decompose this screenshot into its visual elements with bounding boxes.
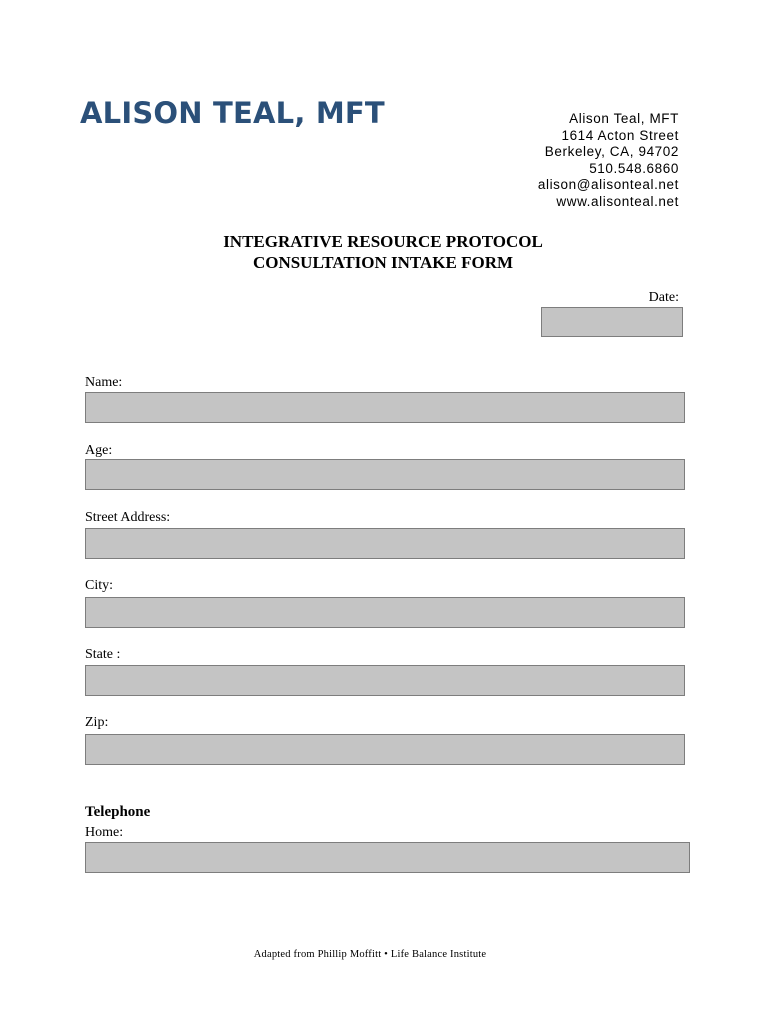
- form-title: [0, 231, 766, 273]
- city-field[interactable]: [85, 597, 685, 628]
- logo-text: ALISON TEAL, MFT: [80, 96, 385, 130]
- street-address-label: Street Address:: [85, 510, 171, 525]
- form-title-line-2: CONSULTATION INTAKE FORM: [252, 253, 514, 272]
- contact-street: 1614 Acton Street: [561, 127, 679, 143]
- state-label: State :: [85, 647, 121, 662]
- form-title-line-1: INTEGRATIVE RESOURCE PROTOCOL: [223, 232, 543, 251]
- date-label: Date:: [648, 290, 679, 305]
- name-label: Name:: [85, 375, 123, 390]
- city-label: City:: [85, 578, 114, 593]
- contact-name: Alison Teal, MFT: [569, 111, 679, 126]
- age-field[interactable]: [85, 459, 685, 490]
- zip-label: Zip:: [85, 715, 109, 730]
- home-phone-label: Home:: [85, 825, 124, 840]
- contact-city: Berkeley, CA, 94702: [544, 144, 679, 160]
- name-field[interactable]: [85, 392, 685, 423]
- street-address-field[interactable]: [85, 528, 685, 559]
- age-label: Age:: [85, 443, 113, 458]
- contact-website[interactable]: www.alisonteal.net: [556, 193, 679, 209]
- contact-email[interactable]: alison@alisonteal.net: [537, 177, 679, 193]
- footer-credit: Adapted from Phillip Moffitt • Life Balance Institute: [253, 949, 487, 960]
- home-phone-field[interactable]: [85, 842, 690, 873]
- contact-block: [538, 111, 679, 211]
- zip-field[interactable]: [85, 734, 685, 765]
- state-field[interactable]: [85, 665, 685, 696]
- telephone-heading: Telephone: [85, 804, 151, 820]
- contact-phone: 510.548.6860: [589, 160, 679, 176]
- date-field[interactable]: [541, 307, 683, 337]
